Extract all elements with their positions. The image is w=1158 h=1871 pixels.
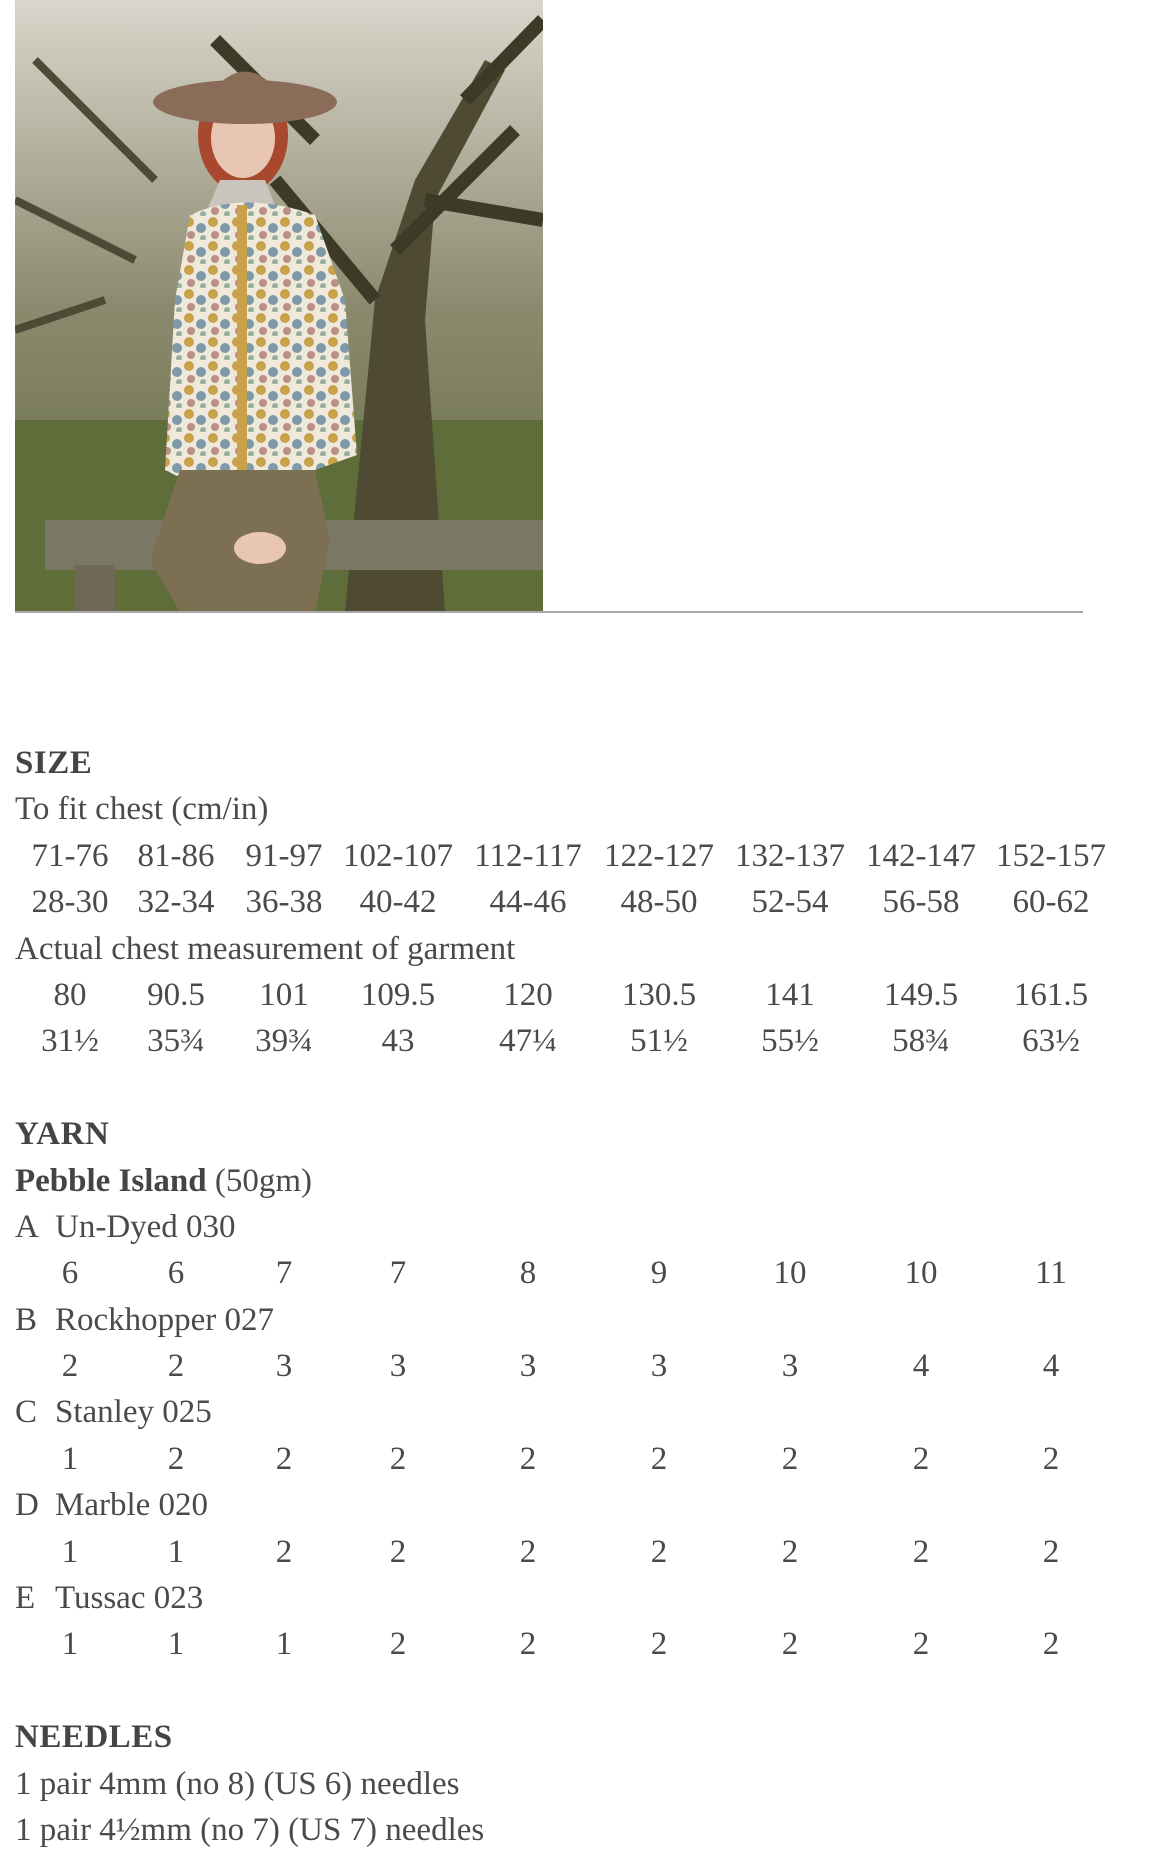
size-cell: 39¾ [255,1023,313,1060]
fit-chest-in-row [15,879,1135,925]
amount-cell: 2 [61,1348,79,1385]
yarn-name-line [15,1158,1135,1204]
size-cell: 149.5 [883,976,959,1013]
amount-cell: 2 [389,1626,407,1663]
amount-cell: 2 [389,1533,407,1570]
size-cell: 44-46 [489,884,567,921]
size-cell: 31½ [41,1023,99,1060]
yarn-amount-row [15,1529,1135,1575]
colour-name: Rockhopper 027 [55,1301,275,1338]
size-cell: 35¾ [147,1023,205,1060]
colour-letter: E [15,1580,36,1617]
yarn-name: Pebble Island [15,1162,207,1199]
model-photo [15,0,543,612]
amount-cell: 10 [773,1255,807,1292]
amount-cell: 2 [167,1348,185,1385]
yarn-amount-row [15,1621,1135,1667]
amount-cell: 2 [650,1440,668,1477]
size-cell: 40-42 [359,884,437,921]
amount-cell: 7 [389,1255,407,1292]
amount-cell: 9 [650,1255,668,1292]
size-cell: 48-50 [620,884,698,921]
yarn-colour-label [15,1575,1135,1621]
amount-cell: 2 [275,1533,293,1570]
yarn-weight: (50gm) [214,1162,313,1199]
size-cell: 81-86 [137,837,215,874]
amount-cell: 2 [519,1533,537,1570]
size-cell: 152-157 [996,837,1106,874]
yarn-amount-row [15,1436,1135,1482]
size-cell: 80 [53,976,87,1013]
amount-cell: 2 [1042,1440,1060,1477]
amount-cell: 2 [781,1533,799,1570]
size-cell: 132-137 [735,837,845,874]
yarn-colour-label [15,1297,1135,1343]
amount-cell: 11 [1035,1255,1067,1292]
size-cell: 141 [765,976,815,1013]
amount-cell: 2 [912,1626,930,1663]
amount-cell: 4 [912,1348,930,1385]
colour-name: Marble 020 [55,1487,209,1524]
amount-cell: 2 [1042,1533,1060,1570]
colour-letter: A [15,1208,39,1245]
amount-cell: 2 [912,1533,930,1570]
size-cell: 112-117 [474,837,582,874]
amount-cell: 2 [781,1626,799,1663]
amount-cell: 1 [61,1533,79,1570]
actual-chest-label: Actual chest measurement of garment [15,930,516,967]
amount-cell: 3 [781,1348,799,1385]
size-cell: 142-147 [866,837,976,874]
amount-cell: 3 [519,1348,537,1385]
actual-chest-in-row [15,1018,1135,1064]
colour-letter: B [15,1301,38,1338]
amount-cell: 8 [519,1255,537,1292]
needles-heading: NEEDLES [15,1719,173,1756]
size-cell: 90.5 [147,976,205,1013]
actual-chest-cm-row [15,972,1135,1018]
fit-chest-cm-row [15,833,1135,879]
size-cell: 130.5 [621,976,697,1013]
amount-cell: 3 [275,1348,293,1385]
fit-chest-label: To fit chest (cm/in) [15,791,269,828]
amount-cell: 2 [275,1440,293,1477]
size-cell: 51½ [630,1023,688,1060]
size-cell: 91-97 [245,837,323,874]
size-cell: 109.5 [360,976,436,1013]
yarn-amount-row [15,1343,1135,1389]
colour-letter: C [15,1394,38,1431]
size-cell: 36-38 [245,884,323,921]
amount-cell: 7 [275,1255,293,1292]
size-cell: 52-54 [751,884,829,921]
size-cell: 71-76 [31,837,109,874]
colour-letter: D [15,1487,39,1524]
amount-cell: 2 [519,1440,537,1477]
size-cell: 122-127 [604,837,714,874]
yarn-colour-label [15,1389,1135,1435]
yarn-amount-row [15,1250,1135,1296]
size-cell: 101 [259,976,309,1013]
size-cell: 161.5 [1013,976,1089,1013]
amount-cell: 1 [275,1626,293,1663]
amount-cell: 10 [904,1255,938,1292]
size-cell: 43 [381,1023,415,1060]
amount-cell: 2 [519,1626,537,1663]
size-cell: 63½ [1022,1023,1080,1060]
divider [15,611,1083,613]
needle-item: 1 pair 4mm (no 8) (US 6) needles [15,1765,460,1802]
size-cell: 56-58 [882,884,960,921]
yarn-colour-label [15,1204,1135,1250]
size-cell: 47¼ [499,1023,557,1060]
amount-cell: 6 [61,1255,79,1292]
colour-name: Un-Dyed 030 [55,1208,236,1245]
pattern-details [15,740,1135,1853]
amount-cell: 2 [781,1440,799,1477]
amount-cell: 2 [912,1440,930,1477]
amount-cell: 1 [167,1533,185,1570]
needle-item: 1 pair 4½mm (no 7) (US 7) needles [15,1811,485,1848]
amount-cell: 2 [389,1440,407,1477]
amount-cell: 1 [61,1626,79,1663]
amount-cell: 6 [167,1255,185,1292]
size-cell: 55½ [761,1023,819,1060]
amount-cell: 2 [1042,1626,1060,1663]
amount-cell: 3 [650,1348,668,1385]
amount-cell: 2 [167,1440,185,1477]
amount-cell: 1 [61,1440,79,1477]
size-cell: 102-107 [343,837,453,874]
yarn-heading: YARN [15,1116,110,1153]
yarn-colour-label [15,1482,1135,1528]
size-cell: 120 [503,976,553,1013]
amount-cell: 1 [167,1626,185,1663]
size-cell: 28-30 [31,884,109,921]
amount-cell: 2 [650,1626,668,1663]
amount-cell: 4 [1042,1348,1060,1385]
size-heading: SIZE [15,745,93,781]
size-cell: 58¾ [892,1023,950,1060]
amount-cell: 3 [389,1348,407,1385]
amount-cell: 2 [650,1533,668,1570]
colour-name: Stanley 025 [55,1394,212,1431]
colour-name: Tussac 023 [55,1580,204,1617]
size-cell: 32-34 [137,884,215,921]
size-cell: 60-62 [1012,884,1090,921]
